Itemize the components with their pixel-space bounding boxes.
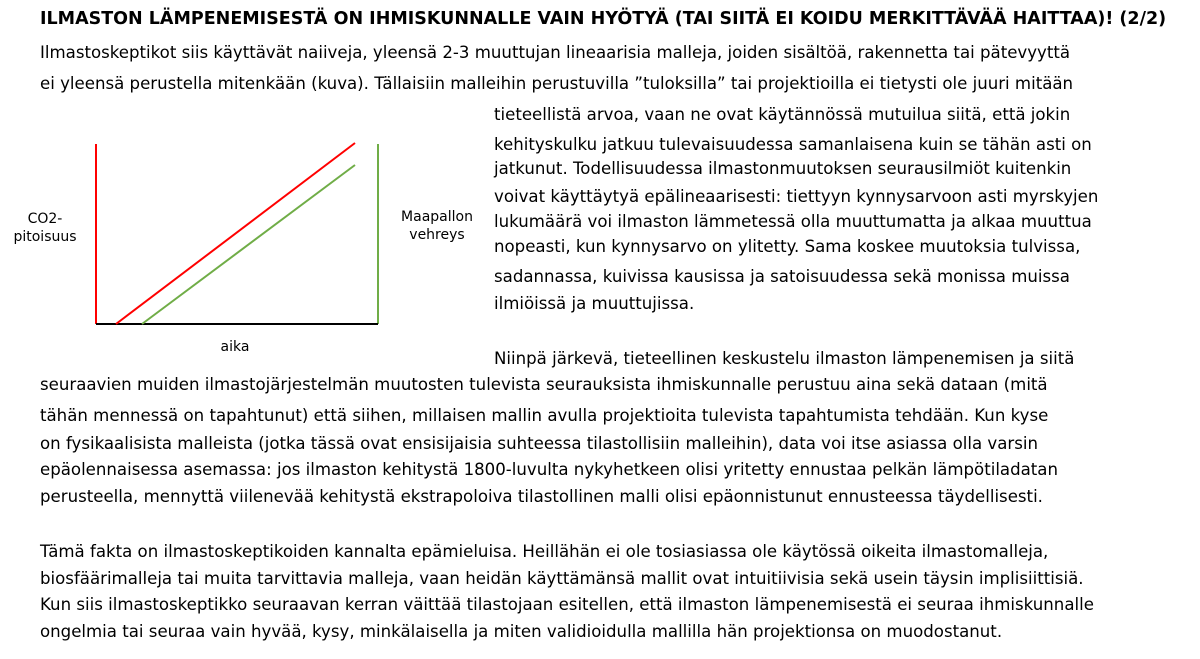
text-line: ei yleensä perustella mitenkään (kuva). Tällaisiin malleihin perustuvilla ”tuloksilla” tai projektioilla ei tietysti ole juuri mitään bbox=[40, 74, 1074, 93]
text-line: Ilmastoskeptikot siis käyttävät naiiveja, yleensä 2-3 muuttujan lineaarisia malleja, joiden sisältöä, rakennetta tai pätevyyttä bbox=[40, 43, 1071, 62]
text-line: voivat käyttäytyä epälineaarisesti: tiettyyn kynnysarvoon asti myrskyjen bbox=[494, 187, 1099, 206]
text-line: lukumäärä voi ilmaston lämmetessä olla muuttumatta ja alkaa muuttua bbox=[494, 212, 1092, 231]
x-axis-label: aika bbox=[220, 339, 250, 355]
text-line: epäolennaisessa asemassa: jos ilmaston kehitystä 1800-luvulta nykyhetkeen olisi yritetty ennustaa pelkän lämpötiladatan bbox=[40, 460, 1058, 479]
text-line: nopeasti, kun kynnysarvo on ylitetty. Sama koskee muutoksia tulvissa, bbox=[494, 237, 1081, 256]
greenery-trend-line bbox=[142, 165, 355, 324]
text-line: jatkunut. Todellisuudessa ilmastonmuutoksen seurausilmiöt kuitenkin bbox=[494, 159, 1072, 178]
co2-trend-line bbox=[116, 143, 355, 324]
linear-model-figure bbox=[0, 120, 490, 370]
text-line: tieteellistä arvoa, vaan ne ovat käytännössä mutuilua siitä, että jokin bbox=[494, 105, 1071, 124]
text-line: perusteella, mennyttä viilenevää kehitystä ekstrapoloiva tilastollinen malli olisi epäonnistunut ennusteessa täydellisesti. bbox=[40, 487, 1043, 506]
text-line: kehityskulku jatkuu tulevaisuudessa samanlaisena kuin se tähän asti on bbox=[494, 135, 1092, 154]
text-line: Tämä fakta on ilmastoskeptikoiden kannalta epämieluisa. Heillähän ei ole tosiasiassa ole käytössä oikeita ilmastomalleja, bbox=[40, 542, 1049, 561]
y-left-label-line: CO2- bbox=[27, 211, 63, 227]
text-line: biosfäärimalleja tai muita tarvittavia malleja, vaan heidän käyttämänsä mallit ovat intuitiivisia sekä usein täysin implisiittisiä. bbox=[40, 569, 1084, 588]
y-left-label bbox=[10, 210, 80, 246]
y-left-label-line: pitoisuus bbox=[13, 229, 77, 245]
text-line: on fysikaalisista malleista (jotka tässä ovat ensisijaisia suhteessa tilastollisiin malleihin), data voi itse asiassa olla varsin bbox=[40, 434, 1038, 453]
text-line: Kun siis ilmastoskeptikko seuraavan kerran väittää tilastojaan esitellen, että ilmaston lämpenemisestä ei seuraa ihmiskunnalle bbox=[40, 595, 1094, 614]
y-right-label bbox=[392, 208, 482, 244]
text-line: ongelmia tai seuraa vain hyvää, kysy, minkälaisella ja miten validioidulla mallilla hän projektionsa on muodostanut. bbox=[40, 622, 1003, 641]
page-title: ILMASTON LÄMPENEMISESTÄ ON IHMISKUNNALLE VAIN HYÖTYÄ (TAI SIITÄ EI KOIDU MERKITTÄVÄÄ HAITTAA)! (2/2) bbox=[40, 9, 1167, 29]
text-line: tähän mennessä on tapahtunut) että siihen, millaisen mallin avulla projektioita tulevista tapahtumista tehdään. Kun kyse bbox=[40, 406, 1049, 425]
text-line: seuraavien muiden ilmastojärjestelmän muutosten tulevista seurauksista ihmiskunnalle perustuu aina sekä dataan (mitä bbox=[40, 375, 1048, 394]
y-right-label-line: vehreys bbox=[409, 227, 465, 243]
text-line: sadannassa, kuivissa kausissa ja satoisuudessa sekä monissa muissa bbox=[494, 267, 1070, 286]
text-line: Niinpä järkevä, tieteellinen keskustelu ilmaston lämpenemisen ja siitä bbox=[494, 349, 1075, 368]
text-line: ilmiöissä ja muuttujissa. bbox=[494, 294, 695, 313]
y-right-label-line: Maapallon bbox=[401, 209, 473, 225]
